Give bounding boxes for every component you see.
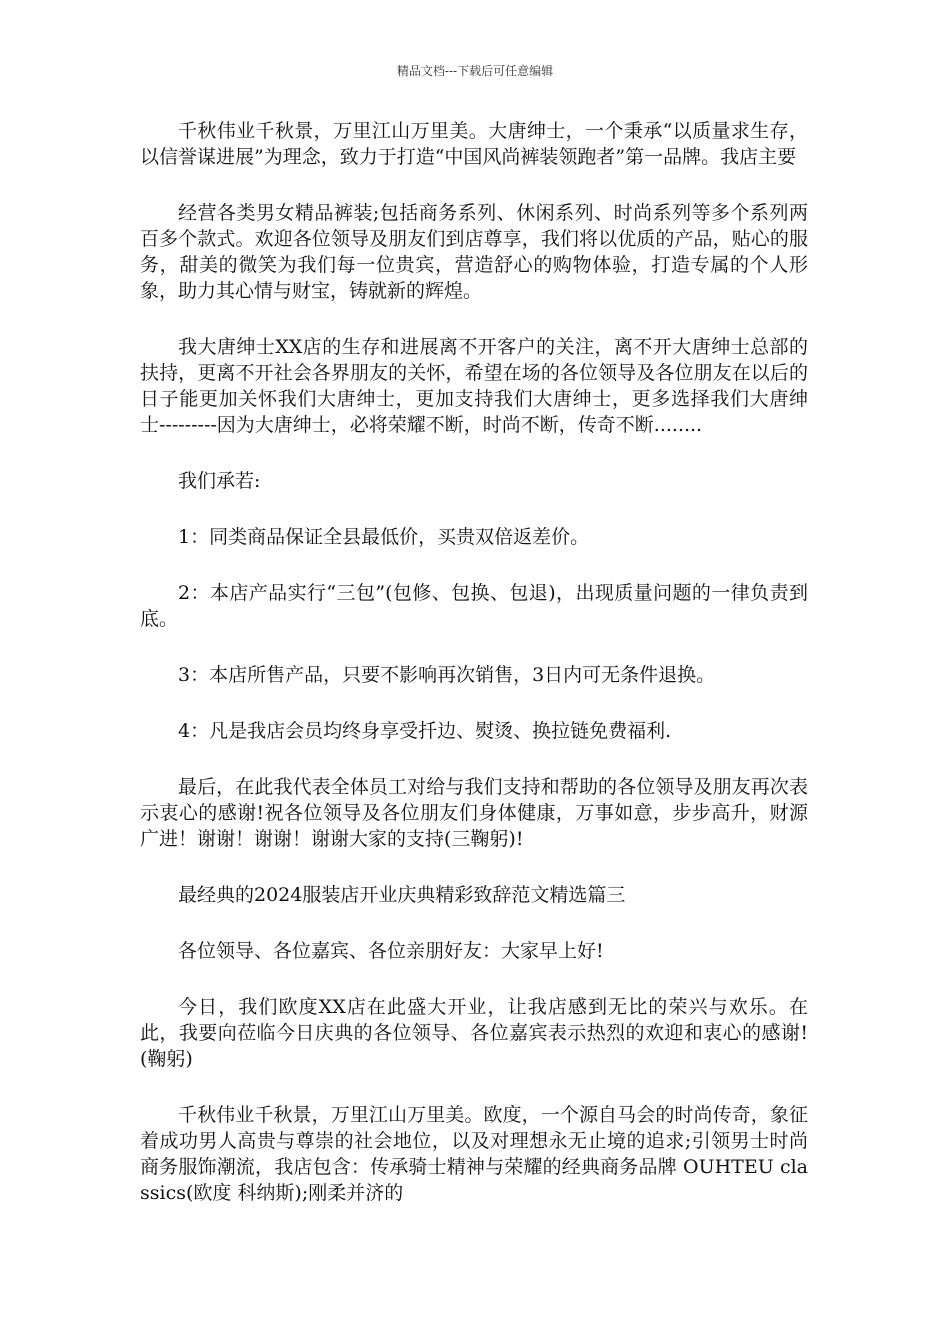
document-body <box>140 118 808 1236</box>
paragraph-brand-intro: 千秋伟业千秋景，万里江山万里美。欧度，一个源自马会的时尚传奇，象征着成功男人高贵与尊崇的社会地位，以及对理想永无止境的追求;引领男士时尚商务服饰潮流，我店包含：传承骑士精神与荣耀的经典商务品牌 OUHTEU classics(欧度 科纳斯);刚柔并济的 <box>140 1104 808 1204</box>
promise-item-1: 1：同类商品保证全县最低价，买贵双倍返差价。 <box>178 526 590 548</box>
promise-item-3: 3：本店所售产品，只要不影响再次销售，3日内可无条件退换。 <box>178 664 716 686</box>
paragraph-greeting: 各位领导、各位嘉宾、各位亲朋好友：大家早上好! <box>178 940 604 962</box>
promise-item-4: 4：凡是我店会员均终身享受扦边、熨烫、换拉链免费福利. <box>178 720 672 742</box>
paragraph-gratitude: 我大唐绅士XX店的生存和进展离不开客户的关注，离不开大唐绅士总部的扶持，更离不开社会各界朋友的关怀，希望在场的各位领导及各位朋友在以后的日子能更加关怀我们大唐绅士，更加支持我们大唐绅士，更多选择我们大唐绅士---------因为大唐绅士，必将荣耀不断，时尚不断，传奇不断........ <box>140 336 808 436</box>
promise-item-2: 2：本店产品实行“三包”(包修、包换、包退)，出现质量问题的一律负责到底。 <box>140 582 808 630</box>
paragraph-opening: 今日，我们欧度XX店在此盛大开业，让我店感到无比的荣兴与欢乐。在此，我要向莅临今日庆典的各位领导、各位嘉宾表示热烈的欢迎和衷心的感谢!(鞠躬) <box>140 996 808 1070</box>
paragraph-closing-thanks: 最后，在此我代表全体员工对给与我们支持和帮助的各位领导及朋友再次表示衷心的感谢!祝各位领导及各位朋友们身体健康，万事如意，步步高升，财源广进！谢谢！谢谢！谢谢大家的支持(三鞠躬)! <box>140 776 808 850</box>
paragraph-promise-heading: 我们承若: <box>178 470 261 492</box>
paragraph-products: 经营各类男女精品裤装;包括商务系列、休闲系列、时尚系列等多个系列两百多个款式。欢迎各位领导及朋友们到店尊享，我们将以优质的产品，贴心的服务，甜美的微笑为我们每一位贵宾，营造舒心的购物体验，打造专属的个人形象，助力其心情与财宝，铸就新的辉煌。 <box>140 202 808 302</box>
paragraph-intro: 千秋伟业千秋景，万里江山万里美。大唐绅士，一个秉承“以质量求生存，以信誉谋进展”为理念，致力于打造“中国风尚裤装领跑者”第一品牌。我店主要 <box>140 120 808 168</box>
page-header: 精品文档---下载后可任意编辑 <box>396 64 554 78</box>
section-title: 最经典的2024服装店开业庆典精彩致辞范文精选篇三 <box>178 884 626 906</box>
